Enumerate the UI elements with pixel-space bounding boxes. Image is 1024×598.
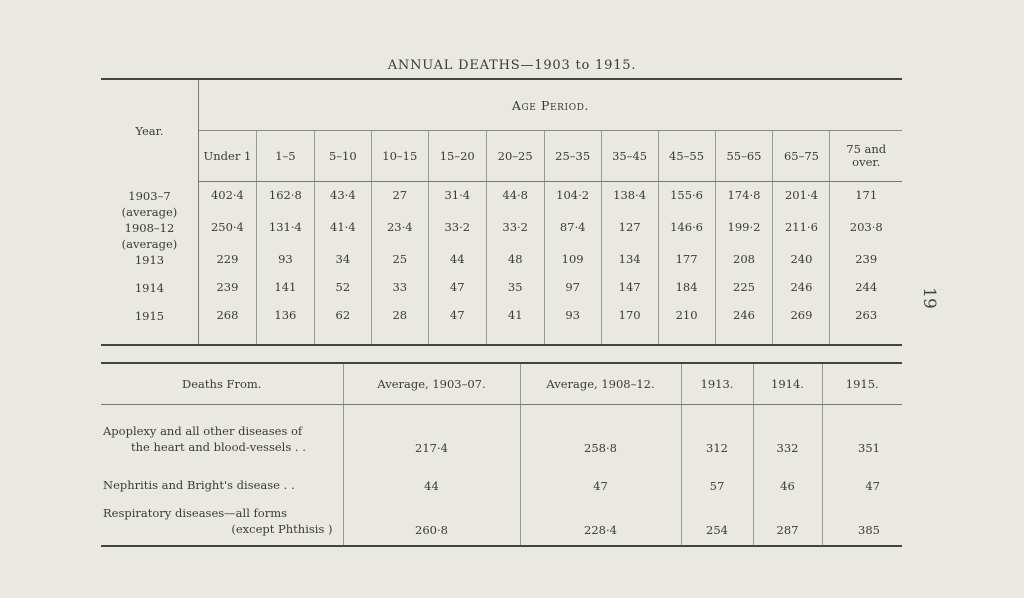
age-header: 5–10 — [314, 131, 371, 182]
column-header: 1914. — [753, 363, 822, 405]
value-cell: 258·8 — [520, 405, 681, 460]
value-cell: 134 — [601, 252, 658, 280]
value-cell: 260·8 — [343, 497, 520, 546]
value-cell: 332 — [753, 405, 822, 460]
table-row — [101, 459, 902, 497]
column-header: 1913. — [681, 363, 753, 405]
value-cell: 47 — [520, 459, 681, 497]
value-cell: 33·2 — [428, 220, 486, 252]
table-row — [101, 405, 902, 460]
value-cell: 268 — [198, 308, 256, 345]
value-cell: 25 — [371, 252, 428, 280]
value-cell: 28 — [371, 308, 428, 345]
age-header: 45–55 — [658, 131, 715, 182]
value-cell: 47 — [822, 459, 902, 497]
value-cell: 174·8 — [715, 182, 773, 220]
value-cell: 199·2 — [715, 220, 773, 252]
value-cell: 87·4 — [544, 220, 601, 252]
value-cell: 48 — [486, 252, 544, 280]
value-cell: 57 — [681, 459, 753, 497]
value-cell: 33 — [371, 280, 428, 308]
value-cell: 177 — [658, 252, 715, 280]
year-cell: 1915 — [101, 308, 198, 345]
value-cell: 93 — [544, 308, 601, 345]
value-cell: 47 — [428, 308, 486, 345]
value-cell: 217·4 — [343, 405, 520, 460]
age-header: 25–35 — [544, 131, 601, 182]
value-cell: 41 — [486, 308, 544, 345]
value-cell: 246 — [773, 280, 830, 308]
column-header: Average, 1908–12. — [520, 363, 681, 405]
value-cell: 131·4 — [256, 220, 314, 252]
value-cell: 44 — [343, 459, 520, 497]
value-cell: 351 — [822, 405, 902, 460]
value-cell: 228·4 — [520, 497, 681, 546]
value-cell: 240 — [773, 252, 830, 280]
cause-cell — [101, 497, 343, 546]
age-header: Under 1 — [198, 131, 256, 182]
value-cell: 269 — [773, 308, 830, 345]
value-cell: 34 — [314, 252, 371, 280]
value-cell: 171 — [830, 182, 902, 220]
value-cell: 127 — [601, 220, 658, 252]
age-header: 75 and over. — [830, 131, 902, 182]
age-header: 1–5 — [256, 131, 314, 182]
table-row — [101, 497, 902, 546]
value-cell: 136 — [256, 308, 314, 345]
year-cell: 1914 — [101, 280, 198, 308]
value-cell: 44 — [428, 252, 486, 280]
cause-line-1: Respiratory diseases—all forms — [103, 506, 288, 520]
cause-line-2: the heart and blood-vessels . . — [131, 440, 306, 454]
year-cell: 1913 — [101, 252, 198, 280]
value-cell: 170 — [601, 308, 658, 345]
value-cell: 385 — [822, 497, 902, 546]
value-cell: 35 — [486, 280, 544, 308]
table-row — [101, 220, 902, 252]
value-cell: 44·8 — [486, 182, 544, 220]
value-cell: 141 — [256, 280, 314, 308]
value-cell: 239 — [198, 280, 256, 308]
age-header: 55–65 — [715, 131, 773, 182]
value-cell: 312 — [681, 405, 753, 460]
year-header: Year. — [101, 79, 198, 182]
page-title: ANNUAL DEATHS—1903 to 1915. — [387, 58, 637, 73]
value-cell: 62 — [314, 308, 371, 345]
cause-line-1: Nephritis and Bright's disease . . — [103, 478, 295, 492]
age-header: 35–45 — [601, 131, 658, 182]
value-cell: 109 — [544, 252, 601, 280]
value-cell: 203·8 — [830, 220, 902, 252]
value-cell: 239 — [830, 252, 902, 280]
value-cell: 93 — [256, 252, 314, 280]
value-cell: 250·4 — [198, 220, 256, 252]
value-cell: 23·4 — [371, 220, 428, 252]
value-cell: 201·4 — [773, 182, 830, 220]
value-cell: 52 — [314, 280, 371, 308]
year-cell: 1903–7 (average) — [101, 182, 198, 220]
column-header: Average, 1903–07. — [343, 363, 520, 405]
value-cell: 287 — [753, 497, 822, 546]
age-header: 10–15 — [371, 131, 428, 182]
cause-line-2: (except Phthisis ) — [231, 522, 333, 536]
value-cell: 244 — [830, 280, 902, 308]
cause-of-death-table — [101, 362, 902, 547]
value-cell: 246 — [715, 308, 773, 345]
cause-cell — [101, 459, 343, 497]
table-row — [101, 280, 902, 308]
value-cell: 225 — [715, 280, 773, 308]
year-cell: 1908–12 (average) — [101, 220, 198, 252]
value-cell: 210 — [658, 308, 715, 345]
column-header: 1915. — [822, 363, 902, 405]
value-cell: 41·4 — [314, 220, 371, 252]
value-cell: 138·4 — [601, 182, 658, 220]
value-cell: 155·6 — [658, 182, 715, 220]
cause-header: Deaths From. — [101, 363, 343, 405]
page-number: 19 — [918, 287, 939, 309]
value-cell: 162·8 — [256, 182, 314, 220]
age-header: 15–20 — [428, 131, 486, 182]
value-cell: 147 — [601, 280, 658, 308]
value-cell: 263 — [830, 308, 902, 345]
cause-line-1: Apoplexy and all other diseases of — [103, 424, 303, 438]
value-cell: 208 — [715, 252, 773, 280]
value-cell: 229 — [198, 252, 256, 280]
table-row — [101, 308, 902, 345]
value-cell: 211·6 — [773, 220, 830, 252]
age-period-table — [101, 78, 902, 346]
age-header: 20–25 — [486, 131, 544, 182]
table-row — [101, 252, 902, 280]
value-cell: 97 — [544, 280, 601, 308]
value-cell: 46 — [753, 459, 822, 497]
value-cell: 104·2 — [544, 182, 601, 220]
value-cell: 47 — [428, 280, 486, 308]
value-cell: 254 — [681, 497, 753, 546]
table-row — [101, 182, 902, 220]
value-cell: 31·4 — [428, 182, 486, 220]
value-cell: 43·4 — [314, 182, 371, 220]
age-header: 65–75 — [773, 131, 830, 182]
value-cell: 184 — [658, 280, 715, 308]
value-cell: 27 — [371, 182, 428, 220]
value-cell: 402·4 — [198, 182, 256, 220]
value-cell: 33·2 — [486, 220, 544, 252]
cause-cell — [101, 405, 343, 460]
value-cell: 146·6 — [658, 220, 715, 252]
age-period-header: Age Period. — [511, 97, 590, 113]
